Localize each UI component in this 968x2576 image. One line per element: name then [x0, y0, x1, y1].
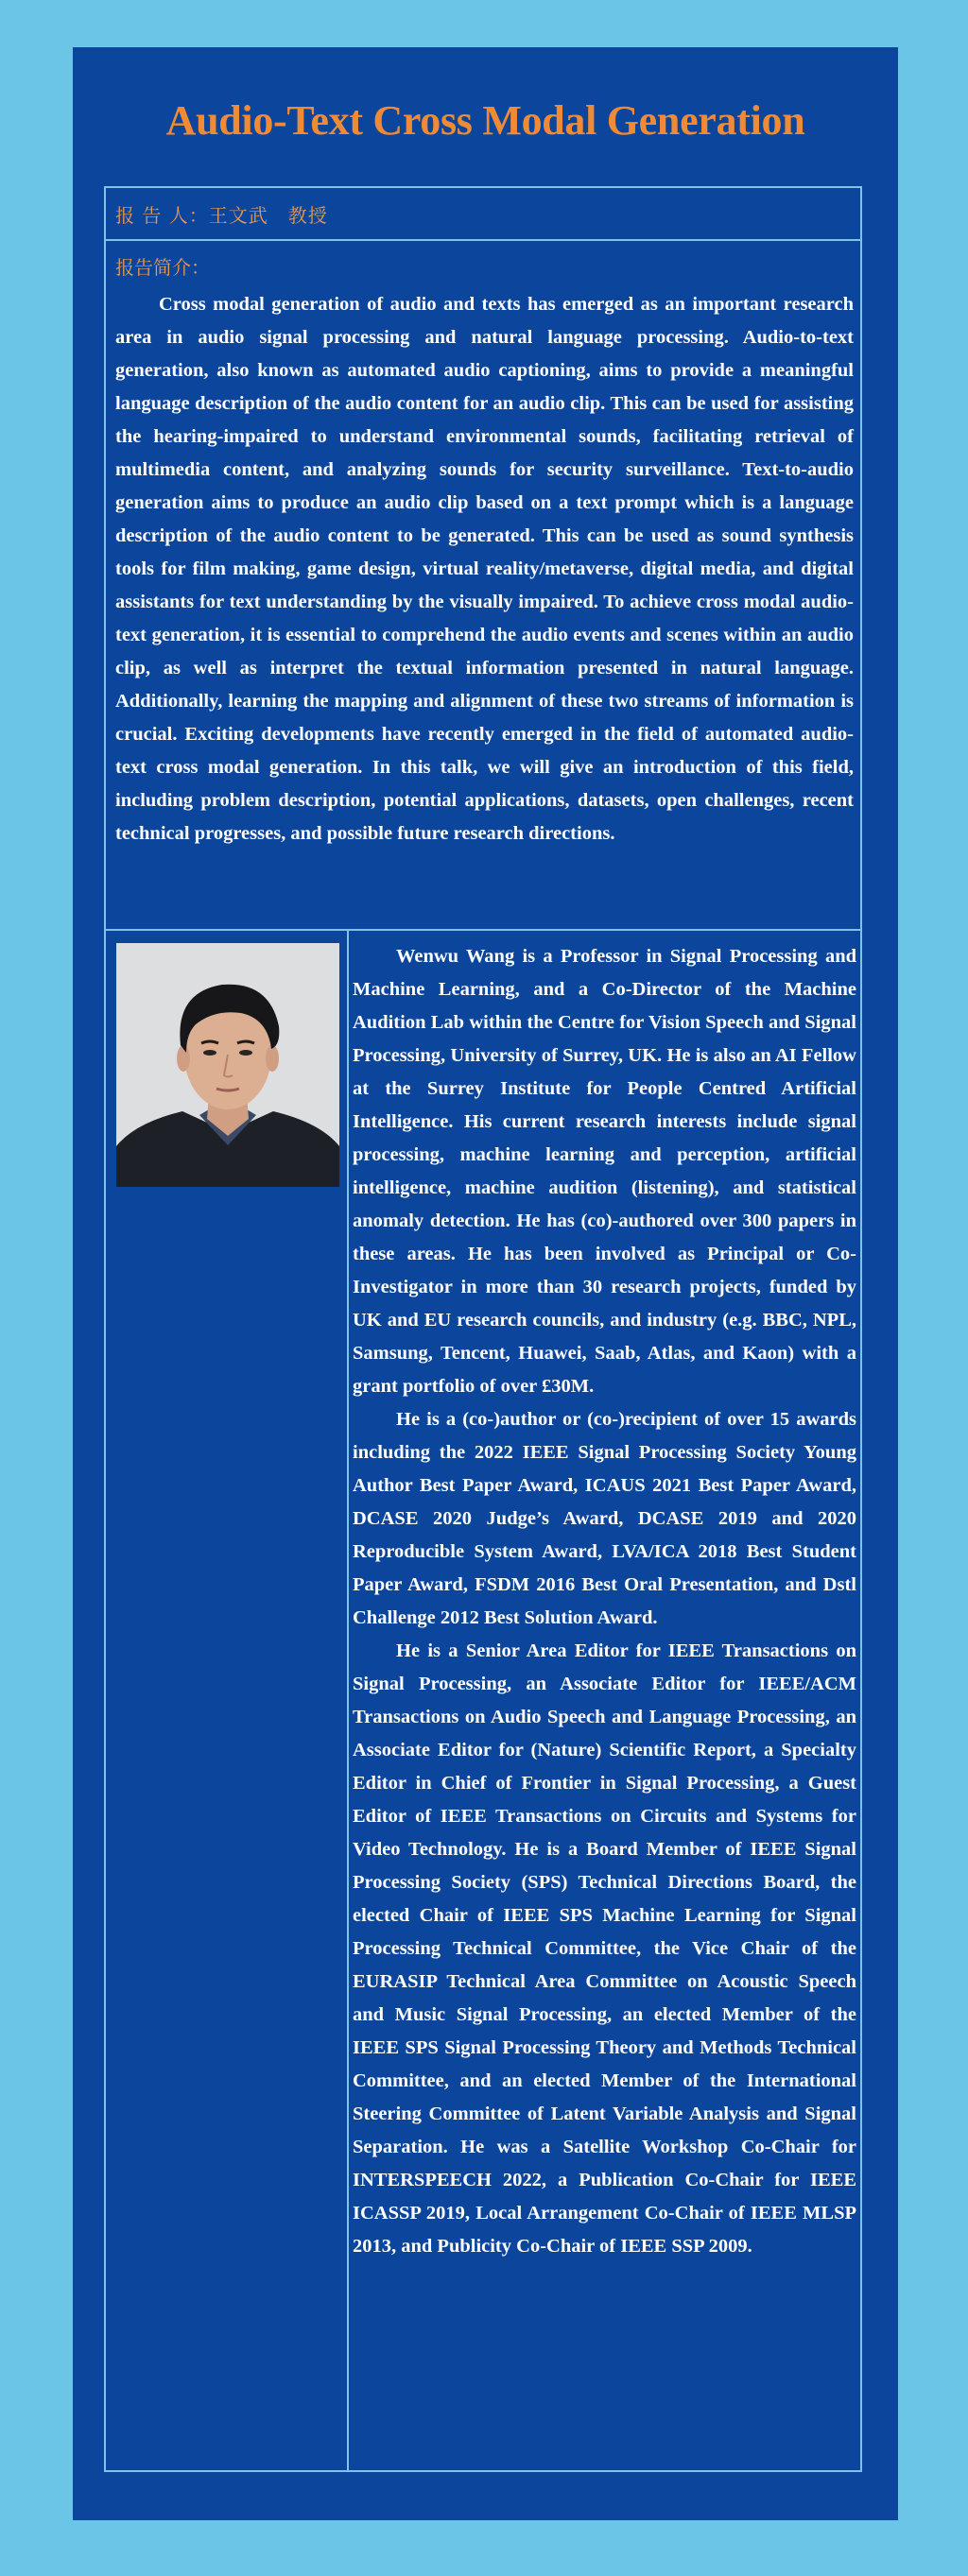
bio-paragraph: Wenwu Wang is a Professor in Signal Processing and Machine Learning, and a Co-Director of the Machine Audition Lab within the Centre for Vision Speech and Signal Processing, University of Surrey, UK. He is also an AI Fellow at the Surrey Institute for People Centred Artificial Intelligence. His current research interests include signal processing, machine learning and perception, artificial intelligence, machine audition (listening), and statistical anomaly detection. He has (co)-authored over 300 papers in these areas. He has been involved as Principal or Co-Investigator in more than 30 research projects, funded by UK and EU research councils, and industry (e.g. BBC, NPL, Samsung, Tencent, Huawei, Saab, Atlas, and Kaon) with a grant portfolio of over £30M. [353, 946, 856, 1397]
bio-section [347, 929, 862, 2472]
bio-paragraph: He is a Senior Area Editor for IEEE Transactions on Signal Processing, an Associate Editor for IEEE/ACM Transactions on Audio Speech and Language Processing, an Associate Editor for (Nature) Scientific Report, a Specialty Editor in Chief of Frontier in Signal Processing, a Guest Editor of IEEE Transactions on Circuits and Systems for Video Technology. He is a Board Member of IEEE Signal Processing Society (SPS) Technical Directions Board, the elected Chair of IEEE SPS Machine Learning for Signal Processing Technical Committee, the Vice Chair of the EURASIP Technical Area Committee on Acoustic Speech and Music Signal Processing, an elected Member of the IEEE SPS Signal Processing Theory and Methods Technical Committee, and an elected Member of the International Steering Committee of Latent Variable Analysis and Signal Separation. He was a Satellite Workshop Co-Chair for INTERSPEECH 2022, a Publication Co-Chair for IEEE ICASSP 2019, Local Arrangement Co-Chair of IEEE MLSP 2013, and Publicity Co-Chair of IEEE SSP 2009. [353, 1640, 856, 2257]
photo-cell [104, 929, 349, 2472]
bio-paragraph: He is a (co-)author or (co-)recipient of over 15 awards including the 2022 IEEE Signal Processing Society Young Author Best Paper Award, ICAUS 2021 Best Paper Award, DCASE 2020 Judge’s Award, DCASE 2019 and 2020 Reproducible System Award, LVA/ICA 2018 Best Student Paper Award, FSDM 2016 Best Oral Presentation, and Dstl Challenge 2012 Best Solution Award. [353, 1409, 856, 1628]
abstract-label: 报告简介： [115, 256, 210, 279]
bio-text [353, 940, 856, 2263]
abstract-section [104, 239, 862, 931]
speaker-label: 报 告 人：王文武 教授 [115, 204, 328, 227]
speaker-photo [116, 943, 339, 1187]
speaker-portrait-image [116, 943, 339, 1187]
poster [73, 47, 898, 2520]
speaker-row [104, 186, 862, 241]
page-title: Audio-Text Cross Modal Generation [165, 97, 805, 144]
abstract-text: Cross modal generation of audio and texts has emerged as an important research area in audio signal processing and natural language processing. Audio-to-text generation, also known as automated audio captioning, aims to provide a meaningful language description of the audio content for an audio clip. This can be used for assisting the hearing-impaired to understand environmental sounds, facilitating retrieval of multimedia content, and analyzing sounds for security surveillance. Text-to-audio generation aims to produce an audio clip based on a text prompt which is a language description of the audio content to be generated. This can be used as sound synthesis tools for film making, game design, virtual reality/metaverse, digital media, and digital assistants for text understanding by the visually impaired. To achieve cross modal audio-text generation, it is essential to comprehend the audio events and scenes within an audio clip, as well as interpret the textual information presented in natural language. Additionally, learning the mapping and alignment of these two streams of information is crucial. Exciting developments have recently emerged in the field of automated audio-text cross modal generation. In this talk, we will give an introduction of this field, including problem description, potential applications, datasets, open challenges, recent technical progresses, and possible future research directions. [115, 294, 854, 844]
